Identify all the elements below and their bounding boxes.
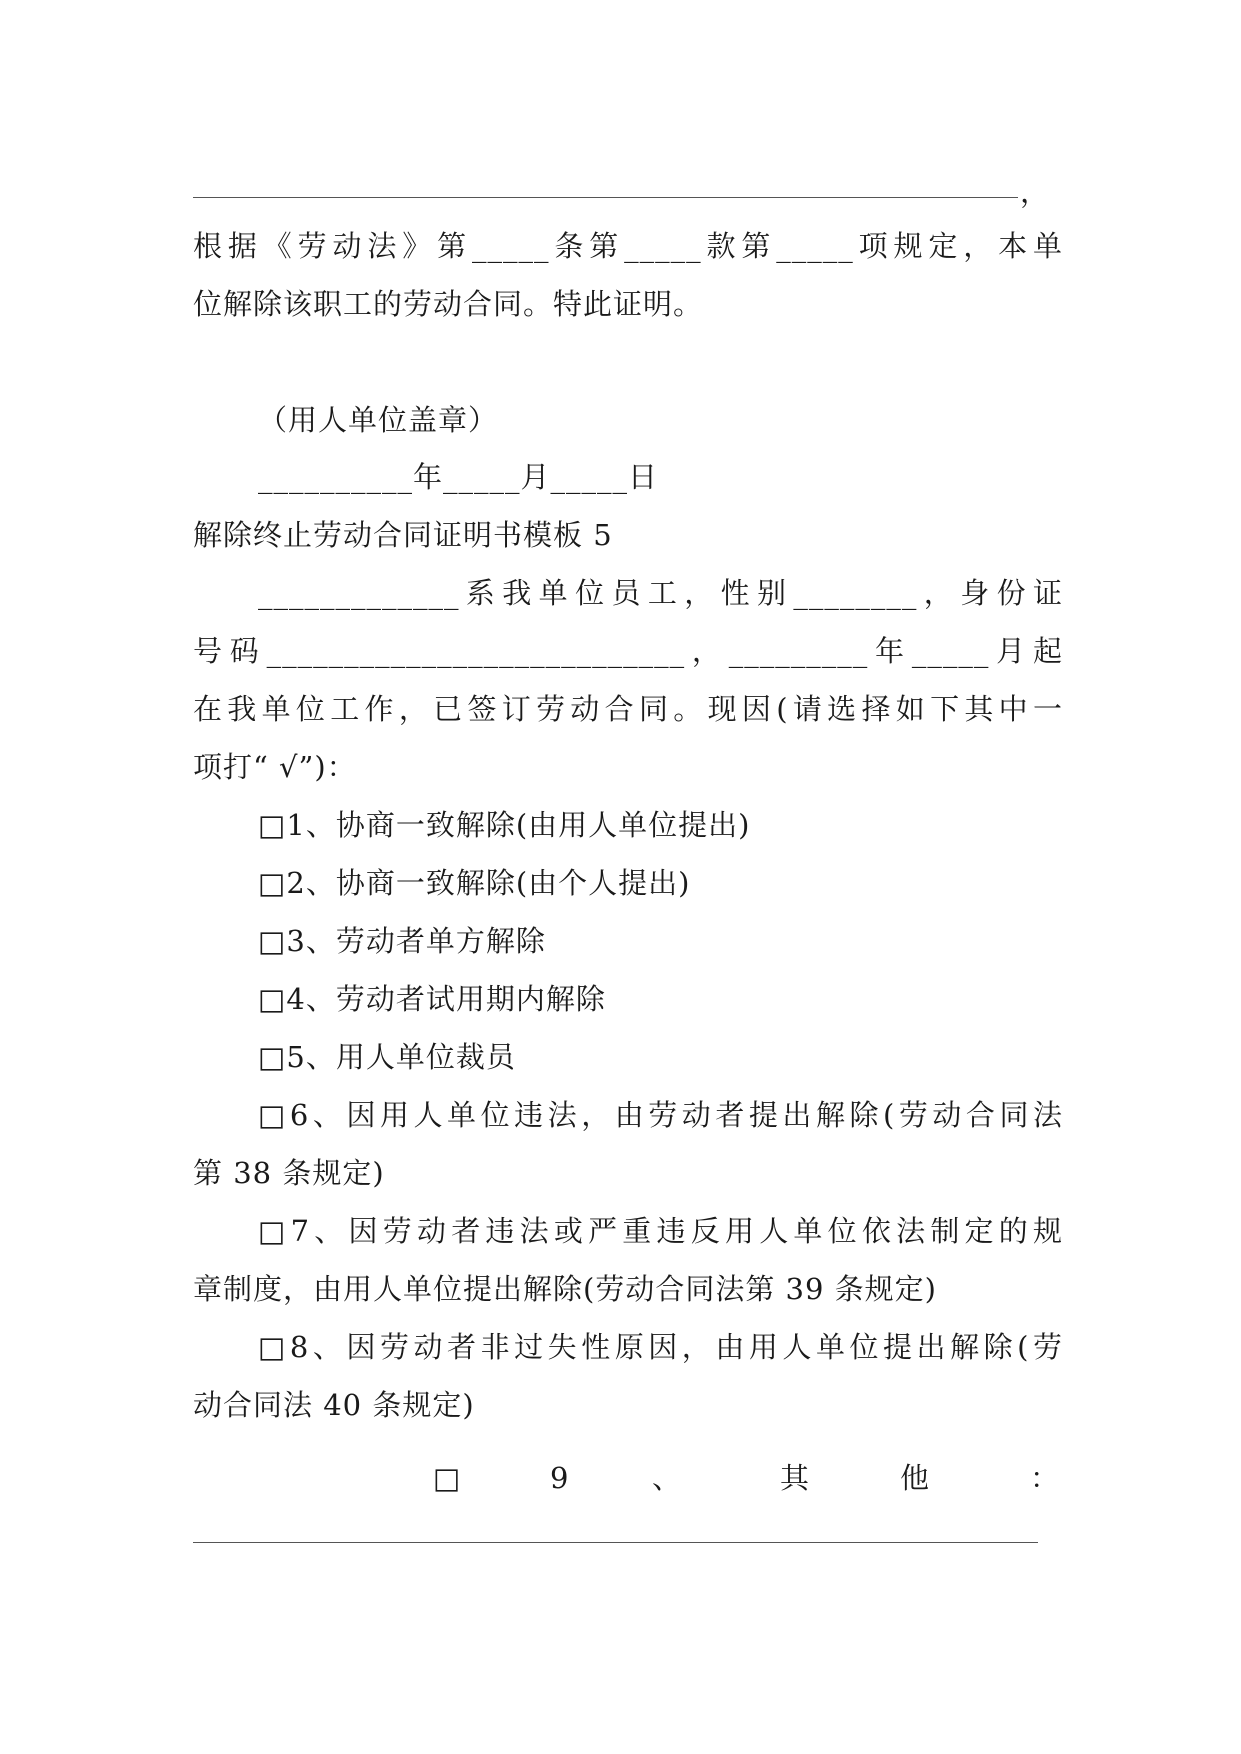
date-line: __________年_____月_____日 — [258, 460, 659, 494]
bottom-fill-line — [193, 1542, 1038, 1543]
top-fill-line — [193, 197, 1018, 198]
paragraph1-line1: 根据《劳动法》第_____条第_____款第_____项规定，本单 — [193, 229, 1063, 263]
option-9-char-qi: 其 — [780, 1461, 810, 1495]
top-line-comma: ， — [1020, 175, 1051, 209]
option-9-colon: ： — [1030, 1461, 1060, 1495]
option-7-line2: 章制度，由用人单位提出解除(劳动合同法第 39 条规定) — [193, 1272, 937, 1306]
option-3: □3、劳动者单方解除 — [258, 924, 546, 958]
option-9-box: □ — [433, 1461, 461, 1495]
intro-line1: _____________系我单位员工，性别________，身份证 — [258, 576, 1063, 610]
employer-stamp-label: （用人单位盖章） — [258, 403, 499, 437]
option-1: □1、协商一致解除(由用人单位提出) — [258, 808, 751, 842]
intro-line3: 在我单位工作，已签订劳动合同。现因(请选择如下其中一 — [193, 692, 1063, 726]
option-9-number: 9 — [550, 1461, 569, 1495]
option-6-line2: 第 38 条规定) — [193, 1156, 385, 1190]
option-2: □2、协商一致解除(由个人提出) — [258, 866, 691, 900]
option-6-line1: □6、因用人单位违法，由劳动者提出解除(劳动合同法 — [258, 1098, 1063, 1132]
paragraph1-line2: 位解除该职工的劳动合同。特此证明。 — [193, 287, 704, 321]
intro-line4: 项打“ √”)： — [193, 750, 357, 784]
option-7-line1: □7、因劳动者违法或严重违反用人单位依法制定的规 — [258, 1214, 1063, 1248]
intro-line2: 号码___________________________，_________年_____月起 — [193, 634, 1063, 668]
option-9-separator: 、 — [652, 1461, 682, 1495]
template-title: 解除终止劳动合同证明书模板 5 — [193, 518, 613, 552]
option-4: □4、劳动者试用期内解除 — [258, 982, 606, 1016]
option-9-char-ta: 他 — [900, 1461, 930, 1495]
option-5: □5、用人单位裁员 — [258, 1040, 516, 1074]
option-8-line1: □8、因劳动者非过失性原因，由用人单位提出解除(劳 — [258, 1330, 1063, 1364]
option-8-line2: 动合同法 40 条规定) — [193, 1388, 475, 1422]
